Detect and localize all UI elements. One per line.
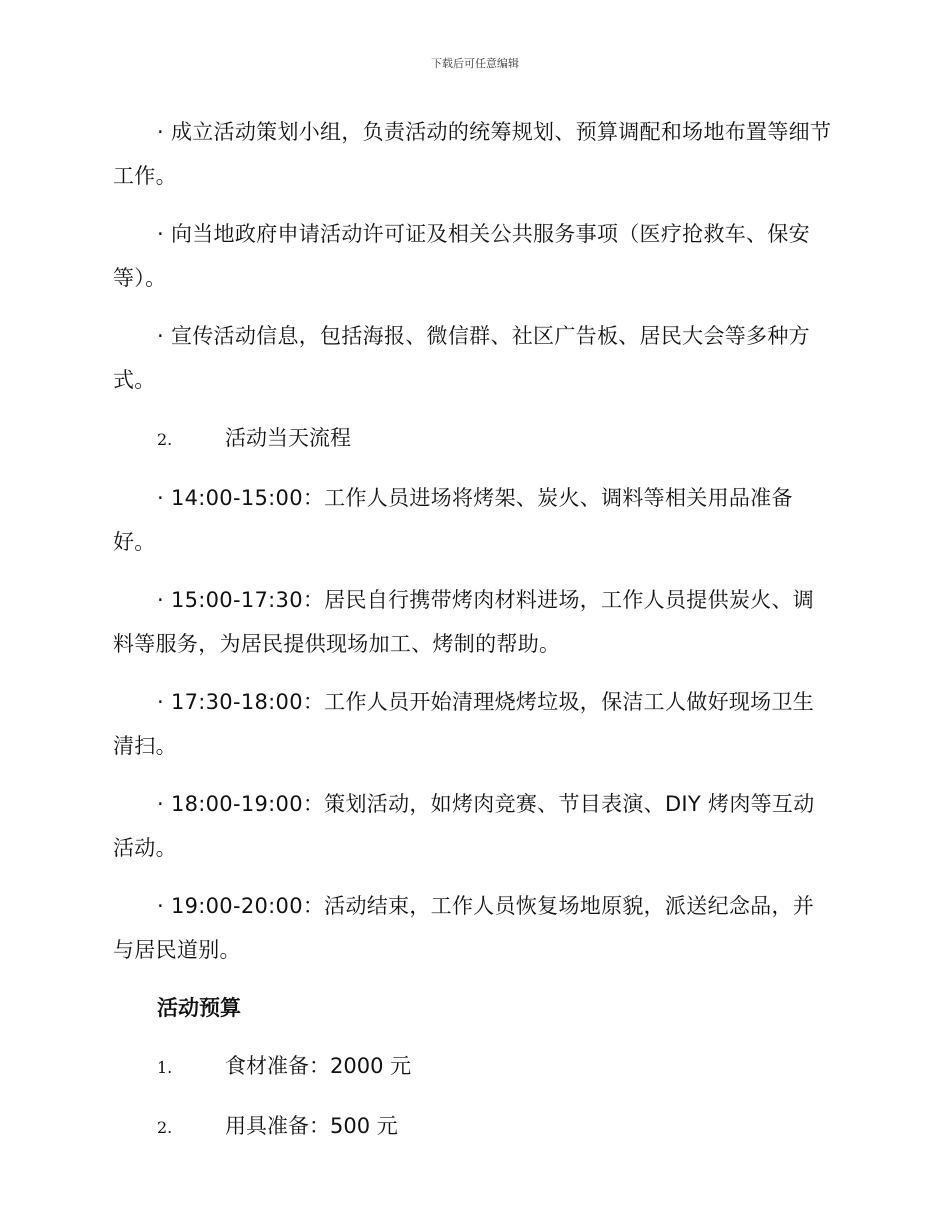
schedule-item: · 19:00-20:00：活动结束，工作人员恢复场地原貌，派送纪念品，并与居民道别。 [113, 894, 815, 962]
prep-item: · 向当地政府申请活动许可证及相关公共服务事项（医疗抢救车、保安等）。 [113, 222, 810, 290]
schedule-item: · 17:30-18:00：工作人员开始清理烧烤垃圾，保洁工人做好现场卫生清扫。 [113, 690, 815, 758]
budget-heading: 活动预算 [157, 996, 241, 1020]
schedule-item: · 14:00-15:00：工作人员进场将烤架、炭火、调料等相关用品准备好。 [113, 486, 793, 554]
budget-item-text: 用具准备：500 元 [225, 1114, 398, 1138]
page-header-note: 下载后可任意编辑 [431, 57, 519, 70]
schedule-heading [113, 416, 833, 462]
schedule-item: · 15:00-17:30：居民自行携带烤肉材料进场，工作人员提供炭火、调料等服务，为居民提供现场加工、烤制的帮助。 [113, 588, 815, 656]
budget-item-text: 食材准备：2000 元 [225, 1054, 412, 1078]
budget-item [113, 1104, 833, 1150]
schedule-heading-number: 2. [157, 430, 173, 449]
budget-item-number: 1. [157, 1058, 173, 1077]
prep-item: · 成立活动策划小组，负责活动的统筹规划、预算调配和场地布置等细节工作。 [113, 120, 832, 188]
budget-item [113, 1044, 833, 1090]
schedule-item: · 18:00-19:00：策划活动，如烤肉竞赛、节目表演、DIY 烤肉等互动活动。 [113, 792, 815, 860]
document-body [113, 110, 833, 1164]
prep-item: · 宣传活动信息，包括海报、微信群、社区广告板、居民大会等多种方式。 [113, 324, 810, 392]
schedule-heading-title: 活动当天流程 [225, 426, 351, 450]
budget-item-number: 2. [157, 1118, 173, 1137]
